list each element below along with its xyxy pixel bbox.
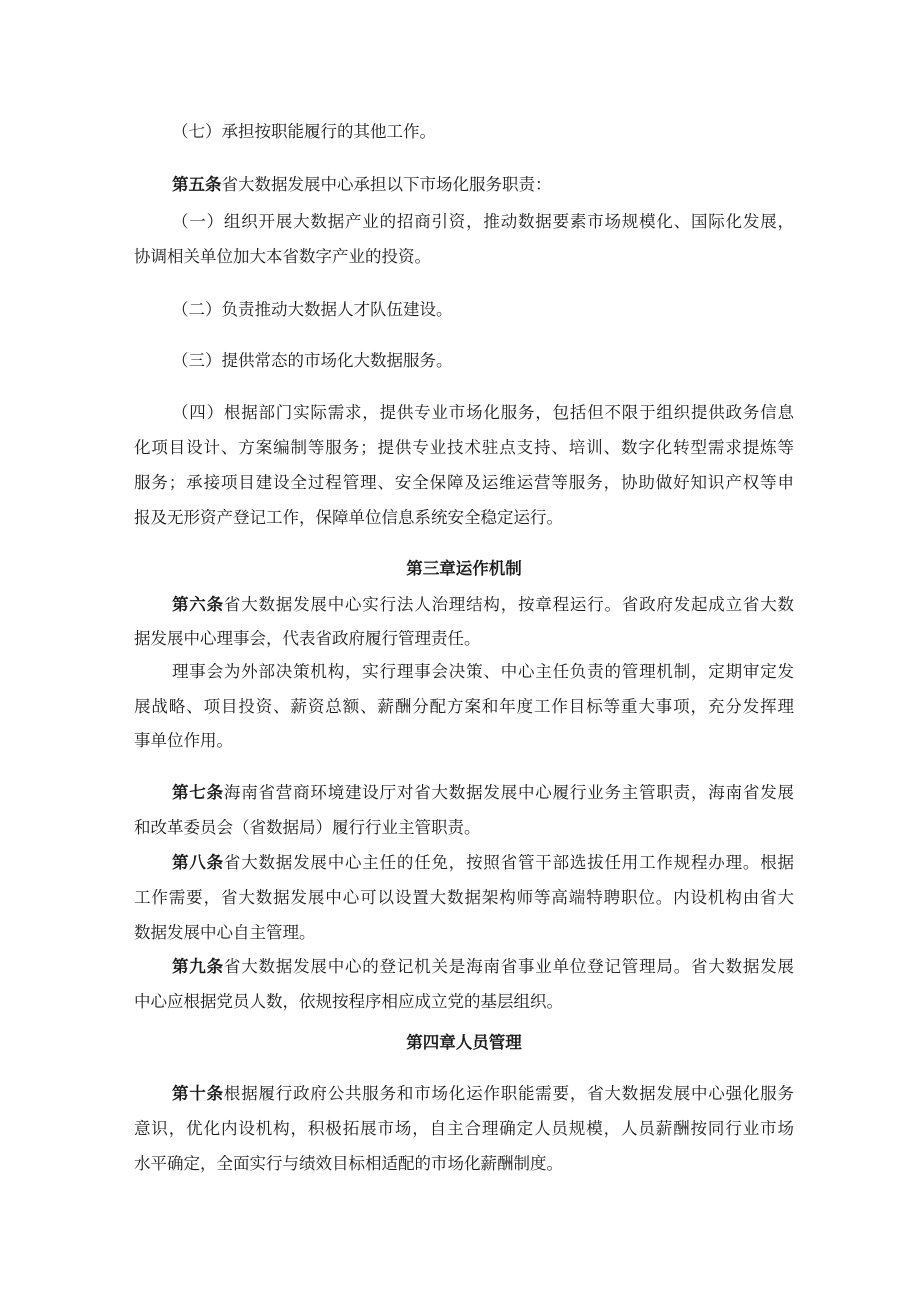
article-5-item-4-line-3: 服务；承接项目建设全过程管理、安全保障及运维运营等服务，协助做好知识产权等申 — [134, 473, 794, 492]
article-10-line-2: 意识，优化内设机构，积极拓展市场，自主合理确定人员规模，人员薪酬按同行业市场 — [134, 1119, 794, 1138]
article-10-line-1 — [172, 1082, 794, 1106]
article-text: 根据履行政府公共服务和市场化运作职能需要，省大数据发展中心强化服务 — [223, 1084, 795, 1103]
article-label: 第五条 — [172, 175, 222, 194]
chapter-4-heading: 第四章人员管理 — [406, 1033, 522, 1052]
article-9-line-1 — [172, 955, 794, 979]
article-5-item-1-line-2: 协调相关单位加大本省数字产业的投资。 — [134, 247, 431, 266]
article-5 — [172, 173, 794, 197]
article-9-line-2: 中心应根据党员人数，依规按程序相应成立党的基层组织。 — [134, 992, 563, 1011]
article-8-line-2: 工作需要，省大数据发展中心可以设置大数据架构师等高端特聘职位。内设机构由省大 — [134, 888, 794, 907]
article-label: 第六条 — [172, 595, 224, 614]
article-6-p2-line-1: 理事会为外部决策机构，实行理事会决策、中心主任负责的管理机制，定期审定发 — [172, 662, 794, 681]
article-5-item-2: （二）负责推动大数据人才队伍建设。 — [172, 300, 453, 319]
article-8-line-1 — [172, 851, 794, 875]
article-5-item-4-line-2: 化项目设计、方案编制等服务；提供专业技术驻点支持、培训、数字化转型需求提炼等 — [134, 438, 794, 457]
paragraph-item-7: （七）承担按职能履行的其他工作。 — [172, 122, 436, 141]
article-text: 省大数据发展中心主任的任免，按照省管干部选拔任用工作规程办理。根据 — [223, 853, 795, 872]
article-7-line-1 — [172, 781, 794, 805]
article-6-line-1 — [172, 593, 794, 617]
article-8-line-3: 数据发展中心自主管理。 — [134, 923, 316, 942]
chapter-3-heading: 第三章运作机制 — [406, 559, 522, 578]
article-10-line-3: 水平确定，全面实行与绩效目标相适配的市场化薪酬制度。 — [134, 1154, 563, 1173]
article-label: 第九条 — [172, 957, 224, 976]
article-text: 海南省营商环境建设厅对省大数据发展中心履行业务主管职责，海南省发展 — [223, 783, 795, 802]
article-6-p2-line-3: 事单位作用。 — [134, 731, 233, 750]
article-5-item-3: （三）提供常态的市场化大数据服务。 — [172, 351, 453, 370]
article-text: 省大数据发展中心的登记机关是海南省事业单位登记管理局。省大数据发展 — [223, 957, 795, 976]
article-6-line-2: 据发展中心理事会，代表省政府履行管理责任。 — [134, 629, 481, 648]
article-5-item-1-line-1: （一）组织开展大数据产业的招商引资，推动数据要素市场规模化、国际化发展， — [172, 212, 794, 231]
article-label: 第八条 — [172, 853, 224, 872]
article-text: 省大数据发展中心承担以下市场化服务职责： — [221, 175, 552, 194]
article-5-item-4-line-1: （四）根据部门实际需求，提供专业市场化服务，包括但不限于组织提供政务信息 — [172, 403, 794, 422]
article-label: 第十条 — [172, 1084, 224, 1103]
article-5-item-4-line-4: 报及无形资产登记工作，保障单位信息系统安全稳定运行。 — [134, 508, 563, 527]
article-6-p2-line-2: 展战略、项目投资、薪资总额、薪酬分配方案和年度工作目标等重大事项，充分发挥理 — [134, 697, 794, 716]
article-text: 省大数据发展中心实行法人治理结构，按章程运行。省政府发起成立省大数 — [223, 595, 795, 614]
article-7-line-2: 和改革委员会（省数据局）履行行业主管职责。 — [134, 818, 481, 837]
article-label: 第七条 — [172, 783, 224, 802]
